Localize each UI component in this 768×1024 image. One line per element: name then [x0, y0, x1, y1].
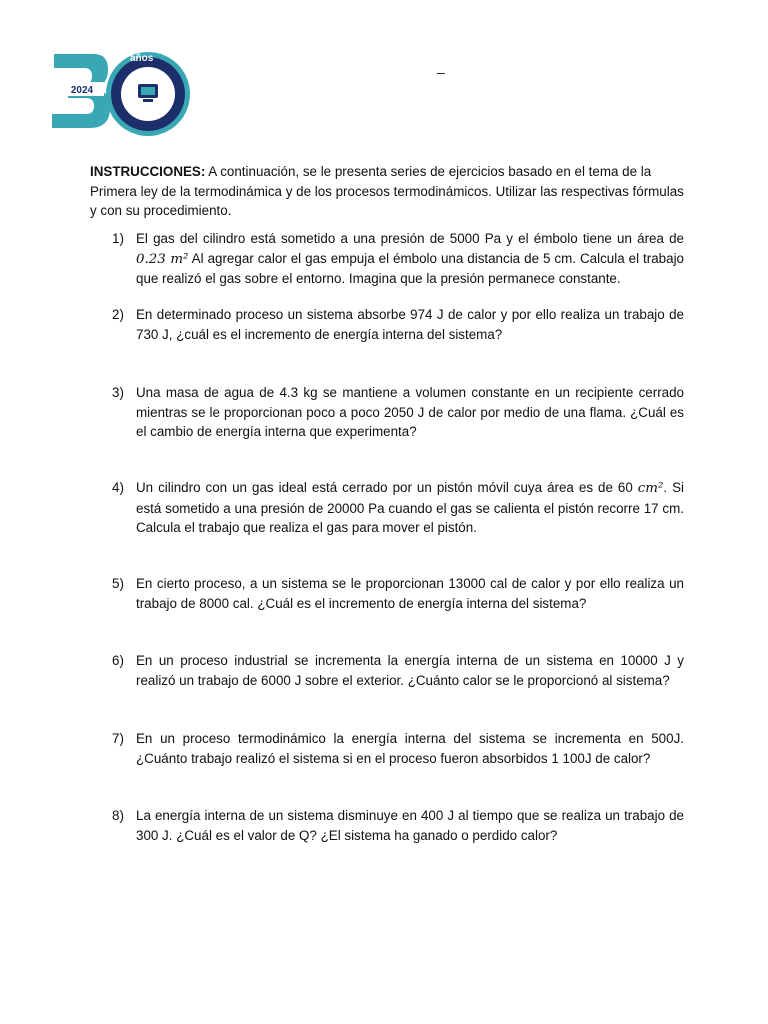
logo-graphic	[46, 44, 192, 136]
question-number: 5)	[112, 576, 124, 591]
question-text: La energía interna de un sistema disminuye en 400 J al tiempo que se realiza un trabajo de 300 J. ¿Cuál es el valor de Q? ¿El sistema ha ganado o perdido calor?	[136, 808, 684, 843]
header-dash: _	[437, 58, 445, 74]
question-text: En un proceso industrial se incrementa la energía interna de un sistema en 10000 J y realizó un trabajo de 6000 J sobre el exterior. ¿Cuánto calor se le proporcionó al sistema?	[136, 653, 684, 688]
question-text-part: Al agregar calor el gas empuja el émbolo una distancia de 5 cm. Calcula el trabajo que realizó el gas sobre el entorno. Imagina que la presión permanece constante.	[136, 250, 684, 286]
question-text	[136, 478, 684, 538]
math-expression: cm²	[637, 481, 664, 496]
question-item	[112, 806, 684, 845]
instructions-paragraph	[90, 162, 685, 221]
question-text-part: . Si está sometido a una presión de 20000 Pa cuando el gas se calienta el pistón recorre 17 cm. Calcula el trabajo que realiza el gas para mover el pistón.	[136, 480, 684, 535]
question-text: En un proceso termodinámico la energía interna del sistema se incrementa en 500J. ¿Cuánto trabajo realizó el sistema si en el proceso fueron absorbidos 1 100J de calor?	[136, 731, 684, 766]
question-text	[136, 229, 684, 289]
question-item	[112, 729, 684, 768]
question-number: 8)	[112, 808, 124, 823]
question-item	[112, 478, 684, 538]
instructions-label: INSTRUCCIONES:	[90, 164, 206, 179]
question-text-part: Un cilindro con un gas ideal está cerrado por un pistón móvil cuya área es de 60	[136, 480, 638, 495]
question-text: En cierto proceso, a un sistema se le proporcionan 13000 cal de calor y por ello realiza un trabajo de 8000 cal. ¿Cuál es el incremento de energía interna del sistema?	[136, 576, 684, 611]
question-text: Una masa de agua de 4.3 kg se mantiene a volumen constante en un recipiente cerrado mientras se le proporcionan poco a poco 2050 J de calor por medio de una flama. ¿Cuál es el cambio de energía interna que experimenta?	[136, 385, 684, 439]
instructions-text: A continuación, se le presenta series de ejercicios basado en el tema de la Primera ley de la termodinámica y de los procesos termodinámicos. Utilizar las respectivas fórmulas y con su procedimiento.	[90, 164, 684, 218]
logo-anos-text: años	[130, 53, 154, 64]
question-number: 4)	[112, 480, 124, 495]
question-item	[112, 229, 684, 289]
question-number: 1)	[112, 231, 124, 246]
question-item	[112, 574, 684, 613]
school-anniversary-logo	[46, 44, 192, 136]
question-item	[112, 651, 684, 690]
question-item	[112, 305, 684, 344]
logo-year-text: 2024	[70, 85, 94, 96]
question-item	[112, 383, 684, 442]
question-text-part: El gas del cilindro está sometido a una presión de 5000 Pa y el émbolo tiene un área de	[136, 231, 684, 246]
question-number: 6)	[112, 653, 124, 668]
question-number: 3)	[112, 385, 124, 400]
question-number: 2)	[112, 307, 124, 322]
question-number: 7)	[112, 731, 124, 746]
question-text: En determinado proceso un sistema absorbe 974 J de calor y por ello realiza un trabajo de 730 J, ¿cuál es el incremento de energía interna del sistema?	[136, 307, 684, 342]
math-expression: 0.23 m²	[136, 251, 189, 267]
